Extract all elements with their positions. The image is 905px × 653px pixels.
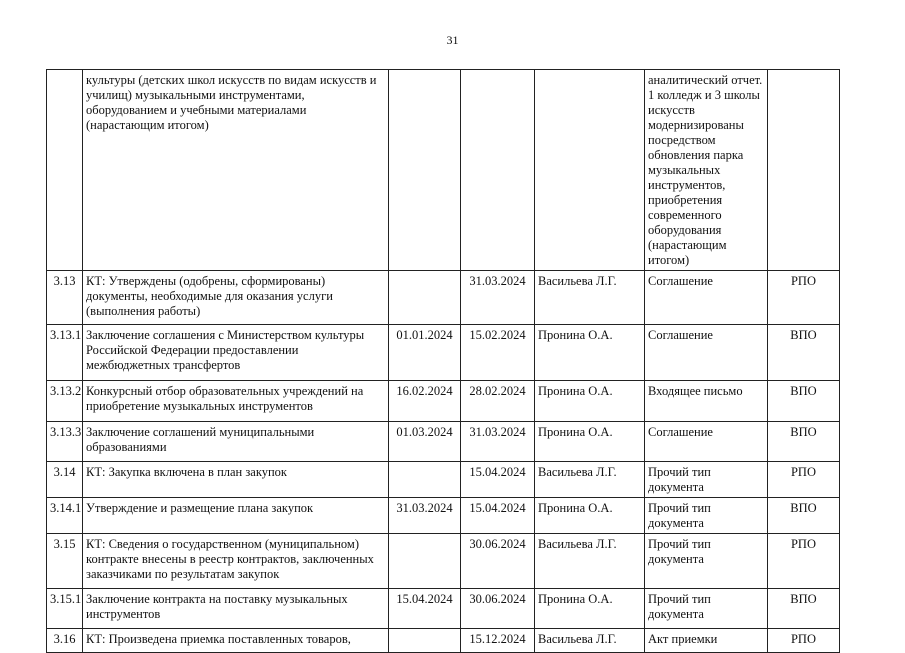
control-level: РПО	[768, 629, 840, 653]
end-date: 31.03.2024	[461, 422, 535, 462]
control-level: ВПО	[768, 325, 840, 381]
control-level: ВПО	[768, 498, 840, 534]
start-date	[389, 629, 461, 653]
responsible-person: Пронина О.А.	[535, 498, 645, 534]
result-document: Прочий тип документа	[645, 534, 768, 589]
event-name: Заключение контракта на поставку музыкальных инструментов	[83, 589, 389, 629]
row-number: 3.14.1	[47, 498, 83, 534]
event-name: КТ: Утверждены (одобрены, сформированы) документы, необходимые для оказания услуги (выполнения работы)	[83, 271, 389, 325]
result-document: Прочий тип документа	[645, 589, 768, 629]
responsible-person: Пронина О.А.	[535, 381, 645, 422]
event-name: КТ: Сведения о государственном (муниципальном) контракте внесены в реестр контрактов, заключенных заказчиками по результатам закупок	[83, 534, 389, 589]
event-name: Заключение соглашения с Министерством культуры Российской Федерации предоставлении межбюджетных трансфертов	[83, 325, 389, 381]
event-name: Утверждение и размещение плана закупок	[83, 498, 389, 534]
table-row	[47, 271, 840, 325]
result-document: Входящее письмо	[645, 381, 768, 422]
start-date: 16.02.2024	[389, 381, 461, 422]
table-row	[47, 70, 840, 271]
start-date	[389, 462, 461, 498]
row-number: 3.13	[47, 271, 83, 325]
event-name: Заключение соглашений муниципальными образованиями	[83, 422, 389, 462]
end-date: 15.02.2024	[461, 325, 535, 381]
start-date: 31.03.2024	[389, 498, 461, 534]
row-number: 3.14	[47, 462, 83, 498]
result-document: Соглашение	[645, 422, 768, 462]
end-date: 15.12.2024	[461, 629, 535, 653]
responsible-person: Васильева Л.Г.	[535, 534, 645, 589]
control-level: ВПО	[768, 422, 840, 462]
row-number: 3.15.1	[47, 589, 83, 629]
table-row	[47, 589, 840, 629]
control-level: ВПО	[768, 589, 840, 629]
table-row	[47, 462, 840, 498]
result-document: Прочий тип документа	[645, 462, 768, 498]
result-document: Соглашение	[645, 325, 768, 381]
row-number: 3.13.2	[47, 381, 83, 422]
responsible-person: Пронина О.А.	[535, 589, 645, 629]
start-date	[389, 271, 461, 325]
control-level: РПО	[768, 534, 840, 589]
end-date: 30.06.2024	[461, 534, 535, 589]
result-document: Соглашение	[645, 271, 768, 325]
start-date: 15.04.2024	[389, 589, 461, 629]
table-row	[47, 629, 840, 653]
result-document: аналитический отчет. 1 колледж и 3 школы искусств модернизированы посредством обновления парка музыкальных инструментов, приобретения современного оборудования (нарастающим итогом)	[645, 70, 768, 271]
table-row	[47, 534, 840, 589]
start-date	[389, 70, 461, 271]
table-row	[47, 498, 840, 534]
plan-table	[46, 69, 840, 653]
table-row	[47, 422, 840, 462]
responsible-person: Васильева Л.Г.	[535, 629, 645, 653]
start-date: 01.01.2024	[389, 325, 461, 381]
table-row	[47, 381, 840, 422]
result-document: Акт приемки	[645, 629, 768, 653]
row-number: 3.15	[47, 534, 83, 589]
row-number	[47, 70, 83, 271]
control-level: ВПО	[768, 381, 840, 422]
responsible-person: Васильева Л.Г.	[535, 271, 645, 325]
control-level	[768, 70, 840, 271]
event-name: КТ: Произведена приемка поставленных товаров,	[83, 629, 389, 653]
event-name: КТ: Закупка включена в план закупок	[83, 462, 389, 498]
end-date: 15.04.2024	[461, 462, 535, 498]
row-number: 3.16	[47, 629, 83, 653]
responsible-person: Васильева Л.Г.	[535, 462, 645, 498]
end-date: 31.03.2024	[461, 271, 535, 325]
result-document: Прочий тип документа	[645, 498, 768, 534]
responsible-person	[535, 70, 645, 271]
row-number: 3.13.3	[47, 422, 83, 462]
responsible-person: Пронина О.А.	[535, 325, 645, 381]
table-row	[47, 325, 840, 381]
event-name: Конкурсный отбор образовательных учреждений на приобретение музыкальных инструментов	[83, 381, 389, 422]
control-level: РПО	[768, 271, 840, 325]
page-number: 31	[446, 33, 459, 47]
end-date	[461, 70, 535, 271]
row-number: 3.13.1	[47, 325, 83, 381]
end-date: 30.06.2024	[461, 589, 535, 629]
event-name: культуры (детских школ искусств по видам искусств и училищ) музыкальными инструментами, оборудованием и учебными материалами (нарастающим итогом)	[83, 70, 389, 271]
control-level: РПО	[768, 462, 840, 498]
start-date	[389, 534, 461, 589]
end-date: 15.04.2024	[461, 498, 535, 534]
responsible-person: Пронина О.А.	[535, 422, 645, 462]
start-date: 01.03.2024	[389, 422, 461, 462]
end-date: 28.02.2024	[461, 381, 535, 422]
